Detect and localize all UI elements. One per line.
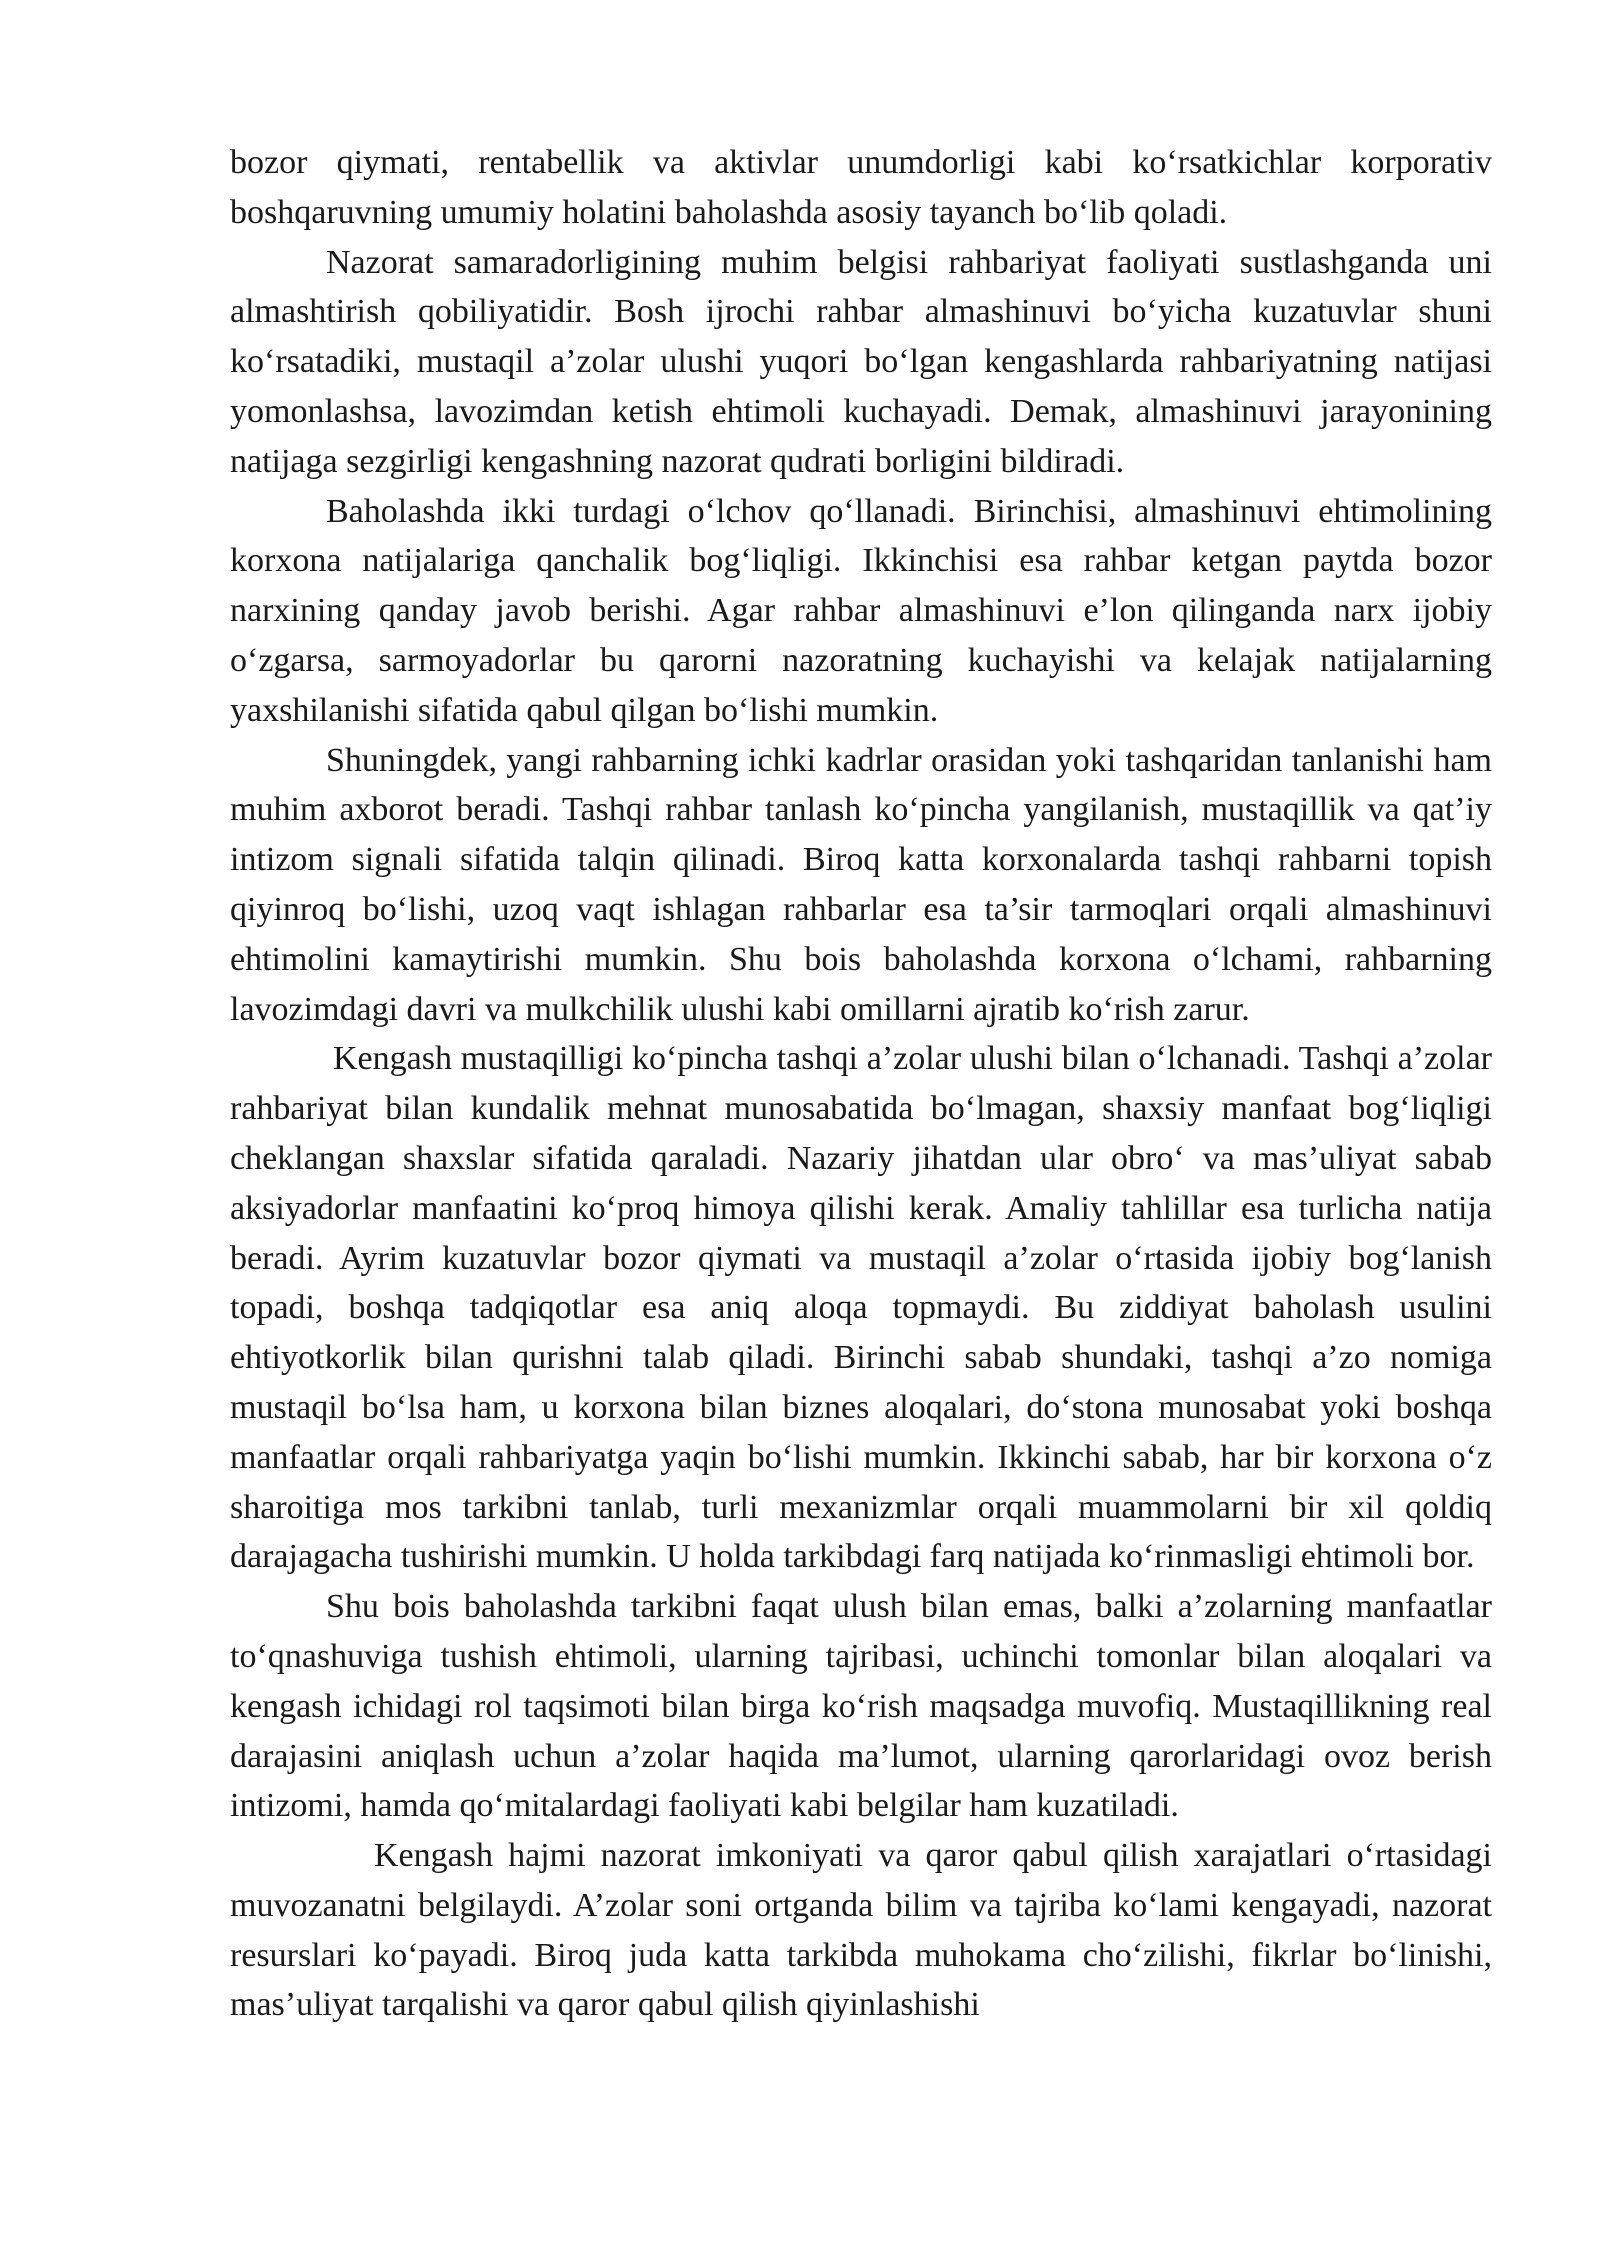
paragraph-4: Shuningdek, yangi rahbarning ichki kadrlar orasidan yoki tashqaridan tanlanishi ham muhim axborot beradi. Tashqi rahbar tanlash koʻpincha yangilanish, mustaqillik va qat’iy intizom signali sifatida talqin qilinadi. Biroq katta korxonalarda tashqi rahbarni topish qiyinroq boʻlishi, uzoq vaqt ishlagan rahbarlar esa ta’sir tarmoqlari orqali almashinuvi ehtimolini kamaytirishi mumkin. Shu bois baholashda korxona oʻlchami, rahbarning lavozimdagi davri va mulkchilik ulushi kabi omillarni ajratib koʻrish zarur. [230,741,1492,1028]
paragraph-7: Kengash hajmi nazorat imkoniyati va qaror qabul qilish xarajatlari oʻrtasidagi muvozanatni belgilaydi. A’zolar soni ortganda bilim va tajriba koʻlami kengayadi, nazorat resurslari koʻpayadi. Biroq juda katta tarkibda muhokama choʻzilishi, fikrlar boʻlinishi, mas’uliyat tarqalishi va qaror qabul qilish qiyinlashishi [230,1837,1492,2024]
paragraph-3: Baholashda ikki turdagi oʻlchov qoʻllanadi. Birinchisi, almashinuvi ehtimolining korxona natijalariga qanchalik bogʻliqligi. Ikkinchisi esa rahbar ketgan paytda bozor narxining qanday javob berishi. Agar rahbar almashinuvi e’lon qilinganda narx ijobiy oʻzgarsa, sarmoyadorlar bu qarorni nazoratning kuchayishi va kelajak natijalarning yaxshilanishi sifatida qabul qilgan boʻlishi mumkin. [230,492,1492,729]
document-page [230,138,1492,2030]
paragraph-2: Nazorat samaradorligining muhim belgisi rahbariyat faoliyati sustlashganda uni almashtirish qobiliyatidir. Bosh ijrochi rahbar almashinuvi boʻyicha kuzatuvlar shuni koʻrsatadiki, mustaqil a’zolar ulushi yuqori boʻlgan kengashlarda rahbariyatning natijasi yomonlashsa, lavozimdan ketish ehtimoli kuchayadi. Demak, almashinuvi jarayonining natijaga sezgirligi kengashning nazorat qudrati borligini bildiradi. [230,243,1492,480]
paragraph-1: bozor qiymati, rentabellik va aktivlar unumdorligi kabi koʻrsatkichlar korporativ boshqaruvning umumiy holatini baholashda asosiy tayanch boʻlib qoladi. [230,144,1492,231]
paragraph-5: Kengash mustaqilligi koʻpincha tashqi a’zolar ulushi bilan oʻlchanadi. Tashqi a’zolar rahbariyat bilan kundalik mehnat munosabatida boʻlmagan, shaxsiy manfaat bogʻliqligi cheklangan shaxslar sifatida qaraladi. Nazariy jihatdan ular obroʻ va mas’uliyat sabab aksiyadorlar manfaatini koʻproq himoya qilishi kerak. Amaliy tahlillar esa turlicha natija beradi. Ayrim kuzatuvlar bozor qiymati va mustaqil a’zolar oʻrtasida ijobiy bogʻlanish topadi, boshqa tadqiqotlar esa aniq aloqa topmaydi. Bu ziddiyat baholash usulini ehtiyotkorlik bilan qurishni talab qiladi. Birinchi sabab shundaki, tashqi a’zo nomiga mustaqil boʻlsa ham, u korxona bilan biznes aloqalari, doʻstona munosabat yoki boshqa manfaatlar orqali rahbariyatga yaqin boʻlishi mumkin. Ikkinchi sabab, har bir korxona oʻz sharoitiga mos tarkibni tanlab, turli mexanizmlar orqali muammolarni bir xil qoldiq darajagacha tushirishi mumkin. U holda tarkibdagi farq natijada koʻrinmasligi ehtimoli bor. [230,1040,1492,1576]
paragraph-6: Shu bois baholashda tarkibni faqat ulush bilan emas, balki a’zolarning manfaatlar toʻqnashuviga tushish ehtimoli, ularning tajribasi, uchinchi tomonlar bilan aloqalari va kengash ichidagi rol taqsimoti bilan birga koʻrish maqsadga muvofiq. Mustaqillikning real darajasini aniqlash uchun a’zolar haqida ma’lumot, ularning qarorlaridagi ovoz berish intizomi, hamda qoʻmitalardagi faoliyati kabi belgilar ham kuzatiladi. [230,1588,1492,1825]
